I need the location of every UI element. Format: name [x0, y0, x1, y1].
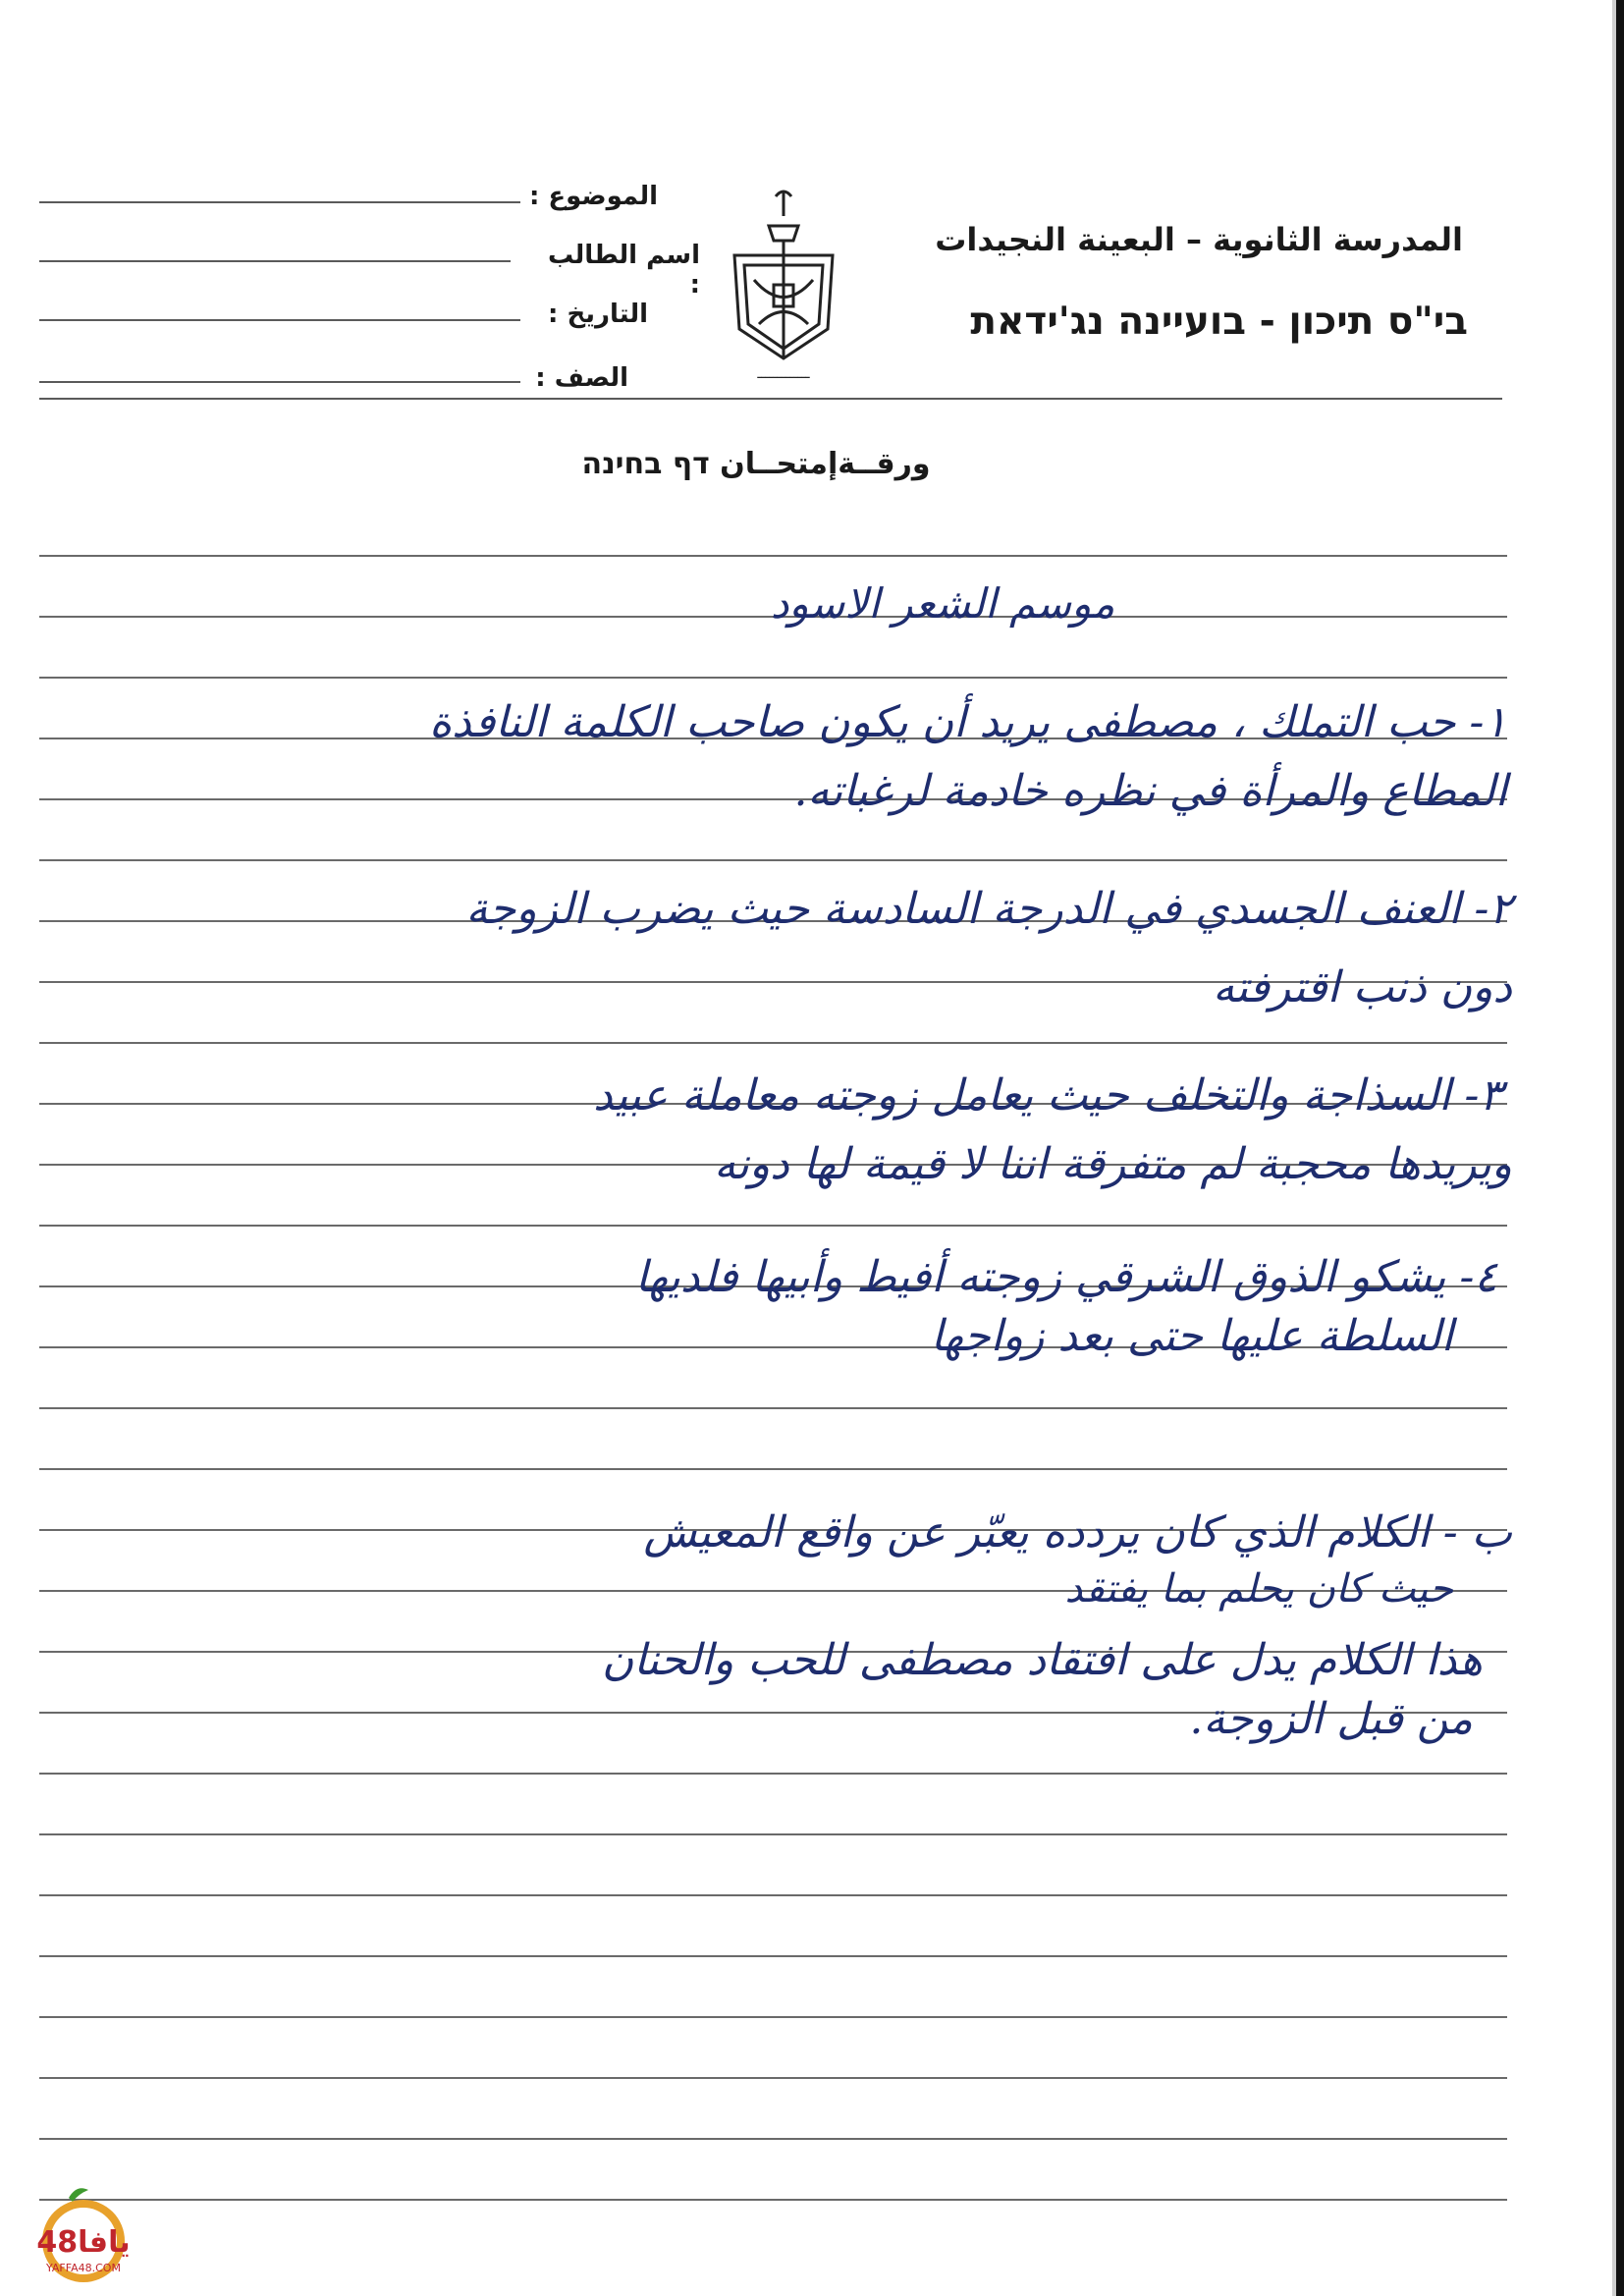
ruled-line — [39, 1407, 1507, 1409]
date-field-line[interactable] — [39, 319, 520, 321]
ruled-line — [39, 2077, 1507, 2079]
header-divider — [39, 398, 1502, 400]
svg-text:ـــــــــــــ: ـــــــــــــ — [757, 366, 810, 382]
ruled-line — [39, 2138, 1507, 2140]
ruled-line — [39, 1042, 1507, 1044]
ruled-line — [39, 1468, 1507, 1470]
answer-line: ٢- العنف الجسدي في الدرجة السادسة حيث يضرب الزوجة — [465, 884, 1512, 934]
school-name-arabic: المدرسة الثانوية – البعينة النجيدات — [935, 221, 1463, 258]
class-label: الصف : — [535, 363, 628, 393]
ruled-line — [39, 1773, 1507, 1775]
answer-line: ويريدها محجبة لم متفرقة اننا لا قيمة لها دونه — [714, 1139, 1512, 1189]
answer-line: ب - الكلام الذي كان يردده يعبّر عن واقع المعيش — [643, 1507, 1512, 1558]
ruled-line — [39, 1894, 1507, 1896]
watermark-text: يافا48 — [36, 2225, 131, 2260]
exam-sheet-title: ورقــةإمتحــان דף בחינה — [581, 447, 931, 481]
answer-line: ١- حب التملك ، مصطفى يريد أن يكون صاحب الكلمة النافذة — [429, 697, 1507, 747]
ruled-line — [39, 555, 1507, 557]
handwritten-title: موسم الشعر الاسود — [770, 579, 1115, 628]
date-label: التاريخ : — [548, 300, 648, 329]
student-name-field-line[interactable] — [39, 260, 511, 262]
answer-line: السلطة عليها حتى بعد زواجها — [930, 1311, 1453, 1361]
school-logo-icon — [715, 187, 852, 383]
answer-line: ٣- السذاجة والتخلف حيث يعامل زوجته معاملة عبيد — [593, 1070, 1502, 1121]
ruled-line — [39, 677, 1507, 679]
subject-field-line[interactable] — [39, 201, 520, 203]
answer-line: ٤- يشكو الذوق الشرقي زوجته أفيط وأبيها فلديها — [634, 1252, 1497, 1302]
subject-label: الموضوع : — [528, 182, 658, 211]
answer-line: المطاع والمرأة في نظره خادمة لرغباته. — [793, 766, 1507, 816]
ruled-line — [39, 1833, 1507, 1835]
watermark-domain: YAFFA48.COM — [46, 2262, 121, 2274]
ruled-line — [39, 859, 1507, 861]
ruled-line — [39, 1225, 1507, 1227]
scan-border — [1616, 0, 1624, 2296]
student-name-label: اسم الطالب : — [548, 241, 700, 300]
ruled-line — [39, 2199, 1507, 2201]
ruled-line — [39, 1955, 1507, 1957]
answer-line: حيث كان يحلم بما يفتقد — [1064, 1566, 1453, 1612]
answer-line: هذا الكلام يدل على افتقاد مصطفى للحب والحنان — [601, 1635, 1483, 1685]
school-name-hebrew: בי"ס תיכון - בועיינה נג'ידאת — [970, 300, 1468, 344]
answer-line: دون ذنب اقترفته — [1213, 962, 1512, 1012]
class-field-line[interactable] — [39, 381, 520, 383]
ruled-line — [39, 2016, 1507, 2018]
answer-line: من قبل الزوجة. — [1189, 1694, 1473, 1744]
